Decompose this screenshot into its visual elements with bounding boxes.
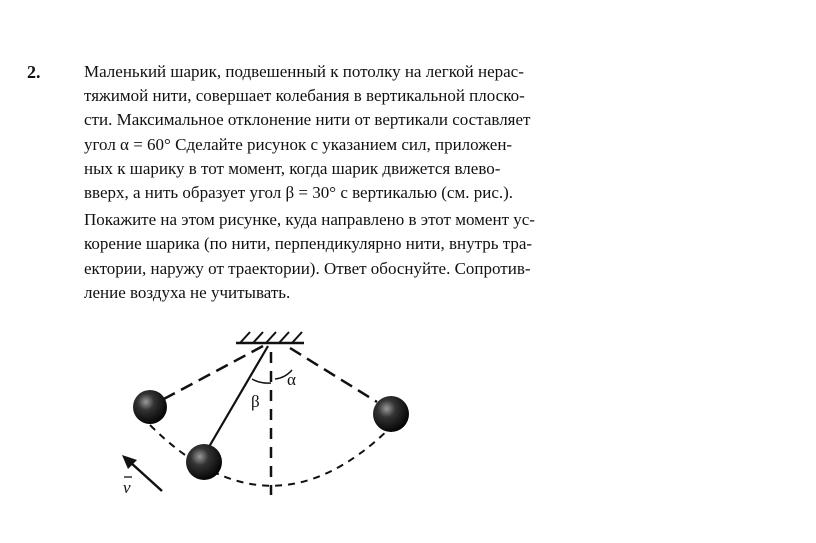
velocity-arrow (130, 462, 162, 491)
problem-line: Маленький шарик, подвешенный к потолку на легкой нерас- (84, 62, 524, 81)
problem-line: Покажите на этом рисунке, куда направлено в этот момент ус- (84, 210, 535, 230)
problem-line: ных к шарику в тот момент, когда шарик движется влево- (84, 158, 501, 178)
ball-current (186, 444, 222, 480)
beta-arc (252, 379, 271, 383)
problem-line: вверх, а нить образует угол β = 30° с вертикалью (см. рис.). (84, 183, 514, 203)
problem-line: угол α = 60° Сделайте рисунок с указанием сил, приложен- (84, 134, 513, 154)
problem-number: 2. (27, 62, 41, 82)
problem-line: тяжимой нити, совершает колебания в вертикальной плоско- (84, 86, 525, 106)
right-string-max (290, 348, 377, 402)
problem-line: ектории, наружу от траектории). Ответ обоснуйте. Сопротив- (84, 258, 531, 278)
ceiling-hatching (240, 332, 302, 343)
beta-label: β (251, 392, 260, 411)
alpha-label: α (287, 370, 296, 389)
velocity-label: v (123, 478, 131, 497)
ball-left-max (133, 390, 167, 424)
problem-line: корение шарика (по нити, перпендикулярно нити, внутрь тра- (84, 234, 533, 254)
left-string-max (162, 346, 263, 400)
problem-line: сти. Максимальное отклонение нити от вертикали составляет (84, 110, 531, 130)
problem-line: ление воздуха не учитывать. (84, 282, 291, 302)
ball-right-max (373, 396, 409, 432)
